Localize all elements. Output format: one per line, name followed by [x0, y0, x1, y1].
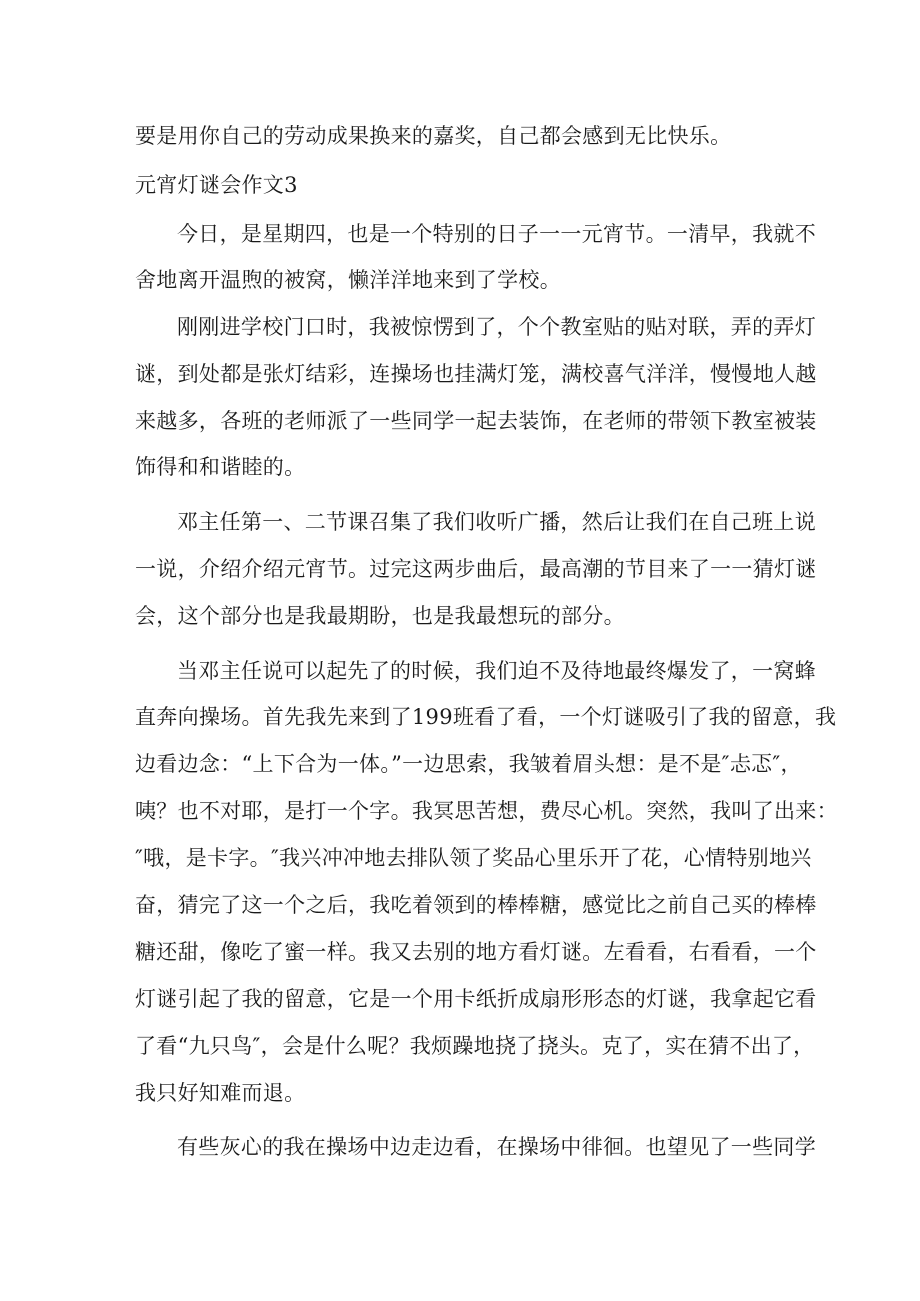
paragraph-4-line-1: 当邓主任说可以起先了的时候，我们迫不及待地最终爆发了，一窝蜂 [177, 659, 816, 683]
paragraph-4-line-6: 奋，猜完了这一个之后，我吃着领到的棒棒糖，感觉比之前自己买的棒棒 [135, 893, 817, 917]
paragraph-2-line-3: 来越多，各班的老师派了一些同学一起去装饰，在老师的带领下教室被装 [135, 409, 817, 433]
paragraph-3-line-2: 一说，介绍介绍元宵节。过完这两步曲后，最高潮的节目来了一一猜灯谜 [135, 557, 817, 581]
paragraph-3-line-3: 会，这个部分也是我最期盼，也是我最想玩的部分。 [135, 604, 625, 628]
paragraph-2-line-1: 刚刚进学校门口时，我被惊愣到了，个个教室贴的贴对联，弄的弄灯 [177, 315, 816, 339]
paragraph-2-line-4: 饰得和和谐睦的。 [135, 455, 306, 479]
paragraph-1-line-2: 舍地离开温煦的被窝，懒洋洋地来到了学校。 [135, 268, 561, 292]
paragraph-3-line-1: 邓主任第一、二节课召集了我们收听广播，然后让我们在自己班上说 [177, 510, 816, 534]
paragraph-4-line-9: 了看“九只鸟″，会是什么呢？我烦躁地挠了挠头。克了，实在猜不出了， [135, 1034, 815, 1058]
paragraph-4-line-3: 边看边念：“上下合为一体。”一边思索，我皱着眉头想：是不是″忐忑″， [135, 752, 802, 776]
paragraph-1-line-1: 今日，是星期四，也是一个特别的日子一一元宵节。一清早，我就不 [177, 222, 816, 246]
paragraph-4-line-7: 糖还甜，像吃了蜜一样。我又去别的地方看灯谜。左看看，右看看，一个 [135, 940, 817, 964]
essay-title: 元宵灯谜会作文3 [135, 173, 298, 197]
paragraph-4-line-5: ″哦，是卡字。″我兴冲冲地去排队领了奖品心里乐开了花，心情特别地兴 [135, 846, 812, 870]
paragraph-4-line-10: 我只好知难而退。 [135, 1081, 306, 1105]
paragraph-2-line-2: 谜，到处都是张灯结彩，连操场也挂满灯笼，满校喜气洋洋，慢慢地人越 [135, 362, 817, 386]
paragraph-continuation-line: 要是用你自己的劳动成果换来的嘉奖，自己都会感到无比快乐。 [135, 124, 732, 148]
paragraph-5-line-1: 有些灰心的我在操场中边走边看，在操场中徘徊。也望见了一些同学 [177, 1135, 816, 1159]
paragraph-4-line-8: 灯谜引起了我的留意，它是一个用卡纸折成扇形形态的灯谜，我拿起它看 [135, 987, 817, 1011]
paragraph-4-line-4: 咦？也不对耶，是打一个字。我冥思苦想，费尽心机。突然，我叫了出来： [135, 799, 838, 823]
paragraph-4-line-2: 直奔向操场。首先我先来到了199班看了看，一个灯谜吸引了我的留意，我 [135, 705, 837, 729]
